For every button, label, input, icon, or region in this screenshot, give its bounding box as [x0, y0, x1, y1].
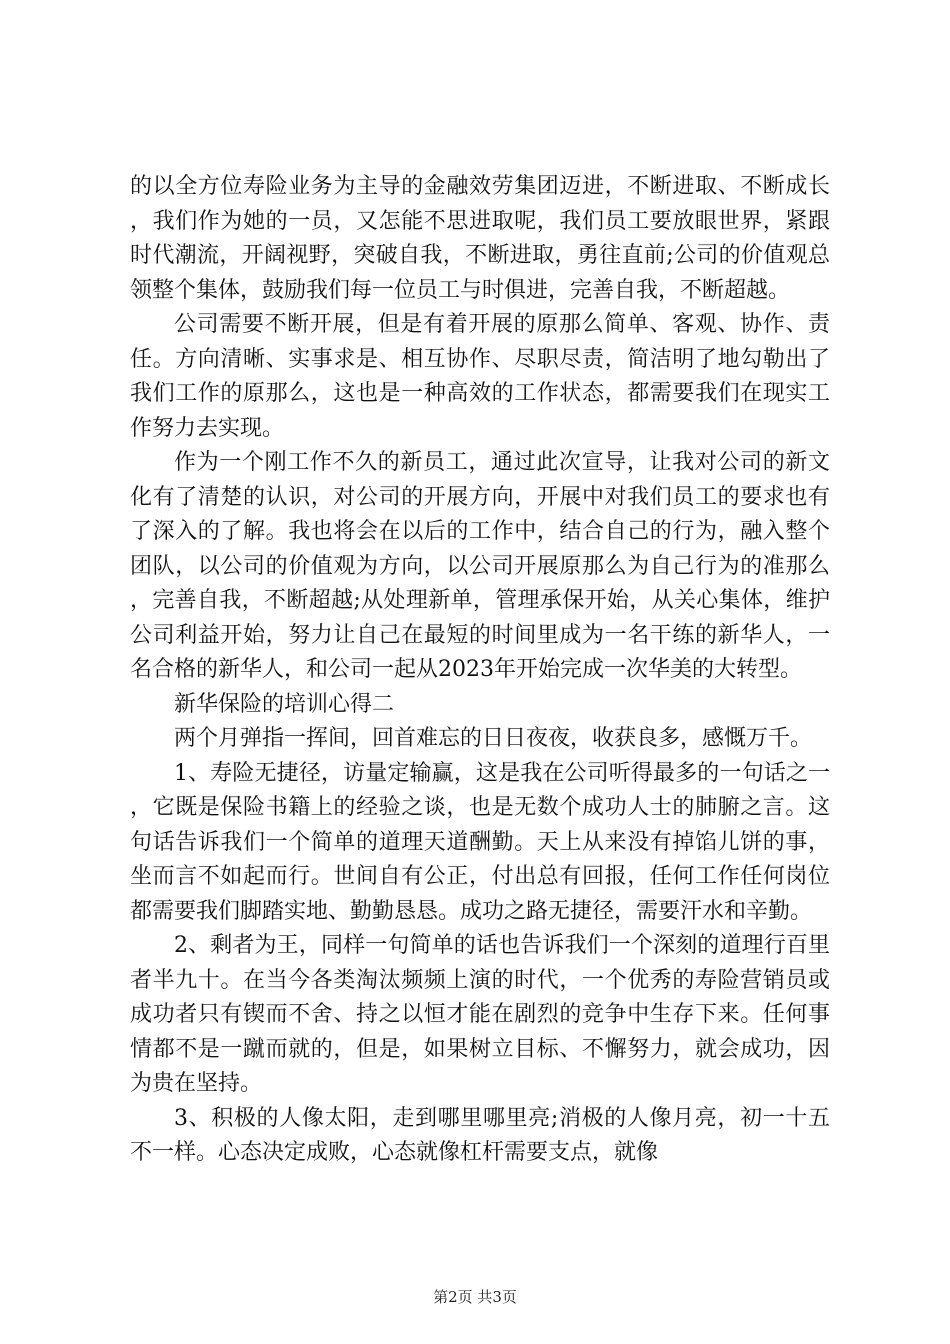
- paragraph-two-months: 两个月弹指一挥间，回首难忘的日日夜夜，收获良多，感慨万千。: [174, 726, 813, 751]
- paragraph-point-2: 2、剩者为王，同样一句简单的话也告诉我们一个深刻的道理行百里者半九十。在当今各类淘汰频频上演的时代，一个优秀的寿险营销员或成功者只有锲而不舍、持之以恒才能在剧烈的竞争中生存下来。任何事情都不是一蹴而就的，但是，如果树立目标、不懈努力，就会成功，因为贵在坚持。: [130, 933, 830, 1096]
- document-body: [130, 170, 830, 1171]
- paragraph-point-1: 1、寿险无捷径，访量定输赢，这是我在公司听得最多的一句话之一，它既是保险书籍上的经验之谈，也是无数个成功人士的肺腑之言。这句话告诉我们一个简单的道理天道酬勤。天上从来没有掉馅儿饼的事，坐而言不如起而行。世间自有公正，付出总有回报，任何工作任何岗位都需要我们脚踏实地、勤勤恳恳。成功之路无捷径，需要汗水和辛勤。: [130, 760, 830, 924]
- paragraph-new-employee: 作为一个刚工作不久的新员工，通过此次宣导，让我对公司的新文化有了清楚的认识，对公司的开展方向，开展中对我们员工的要求也有了深入的了解。我也将会在以后的工作中，结合自己的行为，融入整个团队，以公司的价值观为方向，以公司开展原那么为自己行为的准那么，完善自我，不断超越;从处理新单，管理承保开始，从关心集体，维护公司利益开始，努力让自己在最短的时间里成为一名干练的新华人，一名合格的新华人，和公司一起从2023年开始完成一次华美的大转型。: [130, 450, 830, 682]
- section-heading: 新华保险的培训心得二: [174, 691, 395, 717]
- paragraph-point-3: 3、积极的人像太阳，走到哪里哪里亮;消极的人像月亮，初一十五不一样。心态决定成败，心态就像杠杆需要支点，就像: [130, 1105, 830, 1165]
- paragraph-continuation: 的以全方位寿险业务为主导的金融效劳集团迈进，不断进取、不断成长，我们作为她的一员，又怎能不思进取呢，我们员工要放眼世界，紧跟时代潮流，开阔视野，突破自我，不断进取，勇往直前;公司的价值观总领整个集体，鼓励我们每一位员工与时俱进，完善自我，不断超越。: [130, 174, 830, 303]
- paragraph-company-development: 公司需要不断开展，但是有着开展的原那么简单、客观、协作、责任。方向清晰、实事求是、相互协作、尽职尽责，简洁明了地勾勒出了我们工作的原那么，这也是一种高效的工作状态，都需要我们在现实工作努力去实现。: [130, 312, 830, 441]
- page-number-footer: 第2页 共3页: [433, 1288, 517, 1306]
